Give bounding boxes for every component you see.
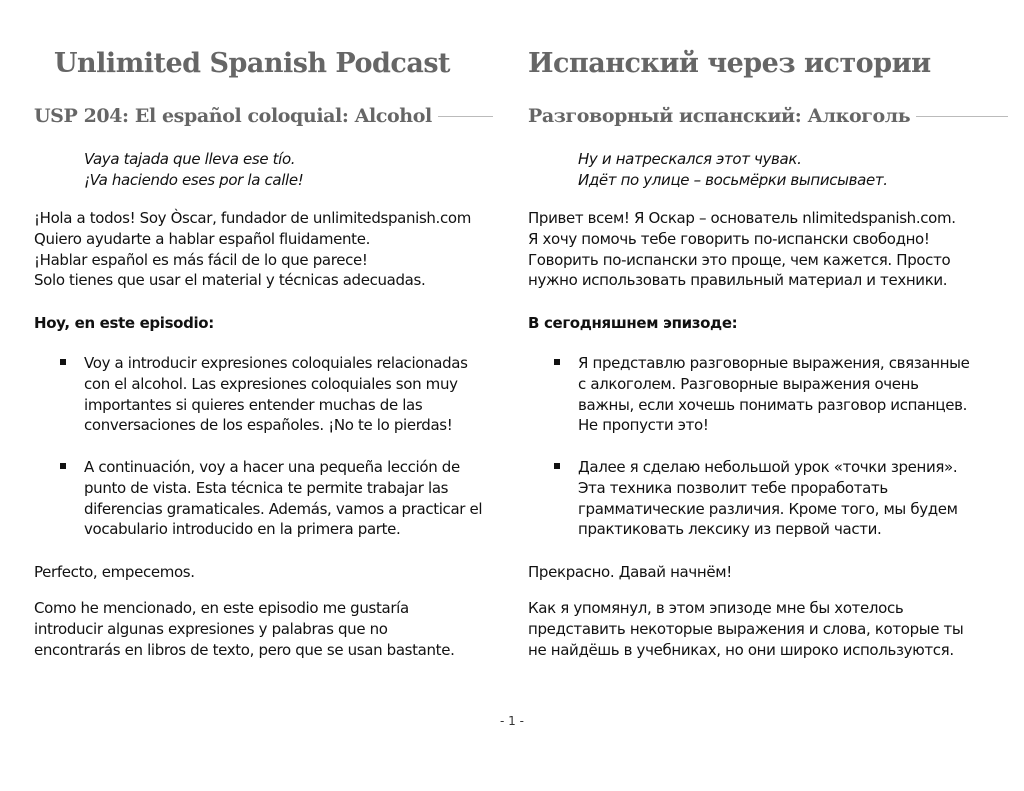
intro-paragraph — [34, 208, 512, 291]
episode-subtitle — [34, 105, 493, 127]
bullet-line: A continuación, voy a hacer una pequeña lección de — [84, 458, 460, 476]
bullet-line: практиковать лексику из первой части. — [578, 520, 882, 539]
subtitle-rule — [916, 116, 1008, 117]
bullet-line: Далее я сделаю небольшой урок «точки зрения». — [578, 458, 958, 476]
episode-heading: Hoy, en este episodio: — [34, 314, 214, 332]
paragraph-line: encontrarás en libros de texto, pero que se usan bastante. — [34, 640, 455, 659]
bullet-square-icon — [60, 359, 66, 365]
bullet-line: conversaciones de los españoles. ¡No te lo pierdas! — [84, 416, 453, 435]
opening-quote — [84, 149, 303, 191]
intro-line: Говорить по-испански это проще, чем кажется. Просто — [528, 250, 951, 269]
paragraph-line: Как я упомянул, в этом эпизоде мне бы хотелось — [528, 599, 904, 617]
closing-line: Perfecto, empecemos. — [34, 563, 195, 581]
intro-line: Я хочу помочь тебе говорить по-испански свободно! — [528, 229, 930, 248]
quote-line: Идёт по улице – восьмёрки выписывает. — [578, 170, 888, 189]
bullet-line: Не пропусти это! — [578, 416, 709, 435]
paragraph-line: Como he mencionado, en este episodio me gustaría — [34, 599, 409, 617]
podcast-title: Испанский через истории — [528, 48, 931, 79]
bullet-text — [84, 353, 512, 436]
intro-line: Quiero ayudarte a hablar español fluidamente. — [34, 229, 370, 248]
bullet-line: punto de vista. Esta técnica te permite trabajar las — [84, 478, 449, 497]
bullet-line: Эта техника позволит тебе проработать — [578, 478, 888, 497]
bullet-square-icon — [554, 463, 560, 469]
intro-paragraph — [528, 208, 990, 291]
body-paragraph — [528, 598, 990, 660]
body-paragraph — [34, 598, 512, 660]
bullet-line: importantes si quieres entender muchas de las — [84, 395, 423, 414]
bullet-line: важны, если хочешь понимать разговор испанцев. — [578, 395, 967, 414]
opening-quote — [578, 149, 888, 191]
bullet-square-icon — [60, 463, 66, 469]
intro-line: Solo tienes que usar el material y técnicas adecuadas. — [34, 271, 426, 290]
bullet-text — [578, 353, 990, 436]
bullet-line: Voy a introducir expresiones coloquiales relacionadas — [84, 354, 468, 372]
podcast-title: Unlimited Spanish Podcast — [54, 48, 451, 79]
bullet-line: diferencias gramaticales. Además, vamos a practicar el — [84, 499, 483, 518]
closing-line: Прекрасно. Давай начнём! — [528, 563, 732, 581]
episode-heading: В сегодняшнем эпизоде: — [528, 314, 738, 332]
bullet-line: с алкоголем. Разговорные выражения очень — [578, 374, 919, 393]
quote-line: ¡Va haciendo eses por la calle! — [84, 170, 304, 189]
subtitle-rule — [438, 116, 493, 117]
intro-line: ¡Hola a todos! Soy Òscar, fundador de unlimitedspanish.com — [34, 209, 471, 227]
quote-line: Ну и натрескался этот чувак. — [578, 150, 802, 168]
bullet-line: vocabulario introducido en la primera parte. — [84, 520, 401, 539]
bullet-text — [578, 457, 990, 540]
intro-line: ¡Hablar español es más fácil de lo que parece! — [34, 250, 368, 269]
quote-line: Vaya tajada que lleva ese tío. — [84, 150, 296, 168]
intro-line: нужно использовать правильный материал и техники. — [528, 271, 948, 290]
bullet-text — [84, 457, 512, 540]
page-number: - 1 - — [500, 714, 524, 728]
bullet-square-icon — [554, 359, 560, 365]
intro-line: Привет всем! Я Оскар – основатель nlimitedspanish.com. — [528, 209, 956, 227]
episode-subtitle-text: USP 204: El español coloquial: Alcohol — [34, 105, 432, 127]
bullet-line: Я представлю разговорные выражения, связанные — [578, 354, 970, 372]
episode-subtitle — [528, 105, 1008, 127]
paragraph-line: представить некоторые выражения и слова, которые ты — [528, 619, 964, 638]
bullet-line: грамматические различия. Кроме того, мы будем — [578, 499, 958, 518]
paragraph-line: не найдёшь в учебниках, но они широко используются. — [528, 640, 954, 659]
bullet-line: con el alcohol. Las expresiones coloquiales son muy — [84, 374, 458, 393]
episode-subtitle-text: Разговорный испанский: Алкоголь — [528, 105, 911, 127]
paragraph-line: introducir algunas expresiones y palabras que no — [34, 619, 388, 638]
